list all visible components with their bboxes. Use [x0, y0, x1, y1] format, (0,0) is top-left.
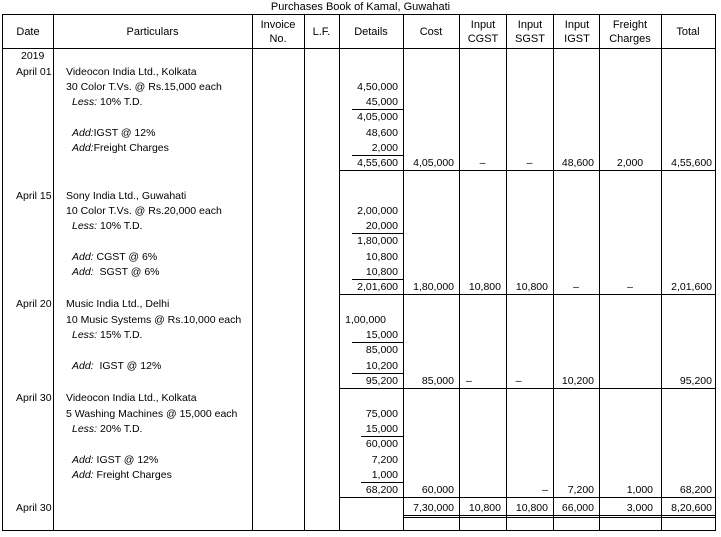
- igst-amount: 10,200: [561, 375, 594, 387]
- detail-amount: 20,000: [365, 220, 398, 232]
- detail-amount: 4,50,000: [357, 81, 398, 93]
- column-divider: [53, 15, 54, 530]
- total-freight: 3,000: [626, 502, 653, 514]
- total-cgst: 10,800: [468, 502, 501, 514]
- trade-discount-line: Less: 10% T.D.: [72, 96, 143, 108]
- trade-discount-line: Less: 15% T.D.: [72, 329, 143, 341]
- column-divider: [599, 15, 600, 530]
- detail-amount: 1,000: [371, 469, 398, 481]
- total-igst: 66,000: [561, 502, 594, 514]
- freight-amount: 2,000: [616, 157, 644, 169]
- detail-amount: 1,80,000: [357, 235, 398, 247]
- entry-date: April 30: [16, 392, 52, 404]
- entry-date: April 15: [16, 190, 52, 202]
- sgst-amount: –: [542, 484, 548, 496]
- header-invoice-no: Invoice No.: [260, 18, 296, 45]
- detail-amount: 10,800: [365, 251, 398, 263]
- cost-amount: 1,80,000: [413, 281, 454, 293]
- sgst-amount: –: [515, 375, 522, 387]
- igst-amount: 48,600: [561, 157, 594, 169]
- totals-underline: [403, 515, 715, 516]
- freight-amount: 1,000: [626, 484, 653, 496]
- item-description: 30 Color T.Vs. @ Rs.15,000 each: [66, 81, 222, 93]
- totals-double-underline: [403, 517, 715, 518]
- item-description: 10 Color T.Vs. @ Rs.20,000 each: [66, 205, 222, 217]
- detail-amount: 75,000: [365, 408, 398, 420]
- entry-date: April 01: [16, 66, 52, 78]
- entry-divider: [339, 294, 715, 295]
- supplier-name: Videocon India Ltd., Kolkata: [66, 392, 197, 404]
- detail-amount: 15,000: [365, 423, 398, 435]
- column-divider: [459, 15, 460, 530]
- detail-amount: 2,00,000: [357, 205, 398, 217]
- year-label: 2019: [21, 50, 45, 62]
- total-amount: 4,55,600: [671, 157, 712, 169]
- column-divider: [553, 15, 554, 530]
- cgst-amount: 10,800: [468, 281, 501, 293]
- cost-amount: 4,05,000: [413, 157, 454, 169]
- column-divider: [661, 15, 662, 530]
- total-amount: 2,01,600: [671, 281, 712, 293]
- detail-amount: 60,000: [365, 438, 398, 450]
- total-amount: 95,200: [679, 375, 712, 387]
- sgst-amount: –: [526, 157, 533, 169]
- supplier-name: Sony India Ltd., Guwahati: [66, 190, 187, 202]
- total-amount: 68,200: [679, 484, 712, 496]
- header-input-cgst: Input CGST: [467, 18, 499, 45]
- header-divider: [3, 48, 715, 49]
- add-line: Add: CGST @ 6%: [72, 251, 158, 263]
- header-lf: L.F.: [312, 25, 331, 38]
- header-cost: Cost: [419, 25, 443, 38]
- add-line: Add:IGST @ 12%: [72, 127, 156, 139]
- header-input-sgst: Input SGST: [515, 18, 545, 45]
- detail-amount: 15,000: [365, 329, 398, 341]
- igst-amount: –: [573, 281, 579, 293]
- header-date: Date: [16, 25, 40, 38]
- purchases-book-table: [2, 14, 716, 531]
- trade-discount-line: Less: 10% T.D.: [72, 220, 143, 232]
- entry-divider: [339, 170, 715, 171]
- detail-amount: 7,200: [371, 454, 398, 466]
- detail-amount: 4,55,600: [357, 157, 398, 169]
- detail-amount: 95,200: [365, 375, 398, 387]
- detail-amount: 10,200: [365, 360, 398, 372]
- add-line: Add: SGST @ 6%: [72, 266, 160, 278]
- supplier-name: Videocon India Ltd., Kolkata: [66, 66, 197, 78]
- page-title: Purchases Book of Kamal, Guwahati: [270, 1, 451, 13]
- entry-divider: [339, 388, 715, 389]
- header-input-igst: Input IGST: [564, 18, 590, 45]
- totals-date: April 30: [16, 502, 52, 514]
- igst-amount: 7,200: [567, 484, 594, 496]
- header-freight-charges: Freight Charges: [609, 18, 651, 45]
- detail-amount: 1,00,000: [345, 314, 386, 326]
- cgst-amount: –: [479, 157, 486, 169]
- freight-amount: –: [627, 281, 633, 293]
- header-particulars: Particulars: [126, 25, 179, 38]
- detail-amount: 10,800: [365, 266, 398, 278]
- add-line: Add: Freight Charges: [72, 469, 172, 481]
- entry-divider: [339, 497, 715, 498]
- supplier-name: Music India Ltd., Delhi: [66, 298, 170, 310]
- add-line: Add:Freight Charges: [72, 142, 169, 154]
- column-divider: [304, 15, 305, 530]
- sgst-amount: 10,800: [515, 281, 548, 293]
- cost-amount: 60,000: [421, 484, 454, 496]
- add-line: Add: IGST @ 12%: [72, 360, 162, 372]
- column-divider: [506, 15, 507, 530]
- total-sgst: 10,800: [515, 502, 548, 514]
- grand-total: 8,20,600: [671, 502, 712, 514]
- detail-amount: 45,000: [365, 96, 398, 108]
- column-divider: [403, 15, 404, 530]
- detail-amount: 2,000: [371, 142, 398, 154]
- detail-amount: 85,000: [365, 344, 398, 356]
- item-description: 5 Washing Machines @ 15,000 each: [66, 408, 238, 420]
- column-divider: [252, 15, 253, 530]
- detail-amount: 4,05,000: [357, 111, 398, 123]
- detail-amount: 48,600: [365, 127, 398, 139]
- cost-amount: 85,000: [421, 375, 454, 387]
- detail-amount: 2,01,600: [357, 281, 398, 293]
- cgst-amount: –: [466, 375, 472, 387]
- add-line: Add: IGST @ 12%: [72, 454, 159, 466]
- item-description: 10 Music Systems @ Rs.10,000 each: [66, 314, 242, 326]
- trade-discount-line: Less: 20% T.D.: [72, 423, 143, 435]
- total-cost: 7,30,000: [413, 502, 454, 514]
- header-total: Total: [676, 25, 700, 38]
- detail-amount: 68,200: [365, 484, 398, 496]
- entry-date: April 20: [16, 298, 52, 310]
- header-details: Details: [354, 25, 388, 38]
